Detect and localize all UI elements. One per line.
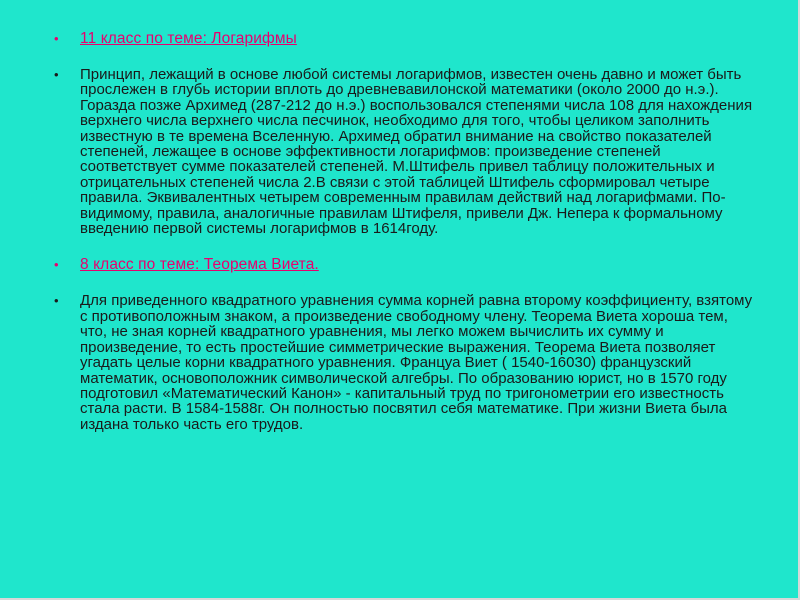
heading-text: 11 класс по теме: Логарифмы	[80, 30, 297, 47]
paragraph-logarithms	[42, 67, 757, 236]
paragraph-text: Принцип, лежащий в основе любой системы логарифмов, известен очень давно и может быть прослежен в глубь истории вплоть до древневавилонской математики (около 2000 до н.э.). Горазда позже Архимед (287-212 до н.э.) воспользовался степенями числа 108 для нахождения верхнего числа верхнего числа песчинок, необходимо для того, чтобы целиком заполнить известную в те времена Вселенную. Архимед обратил внимание на свойство показателей степеней, лежащее в основе эффективности логарифмов: произведение степеней соответствует сумме показателей степеней. М.Штифель привел таблицу положительных и отрицательных степеней числа 2.В связи с этой таблицей Штифель сформировал четыре правила. Эквивалентных четырем современным правилам действий над логарифмами. По- видимому, правила, аналогичные правилам Штифеля, привели Дж. Непера к формальному введению первой системы логарифмов в 1614году.	[80, 66, 753, 238]
paragraph-text: Для приведенного квадратного уравнения сумма корней равна второму коэффициенту, взятому с противоположным знаком, а произведение свободному члену. Теорема Виета хороша тем, что, не зная корней квадратного уравнения, мы легко можем вычислить их сумму и произведение, то есть простейшие симметрические выражения. Теорема Виета позволяет угадать целые корни квадратного уравнения. Француа Виет ( 1540-16030) французский математик, основоположник символической алгебры. По образованию юрист, но в 1570 году подготовил «Математический Канон» - капитальный труд по тригонометрии его известность стала расти. В 1584-1588г. Он полностью посвятил себя математике. При жизни Виета была издана только часть его трудов.	[80, 292, 753, 433]
section-heading-vieta	[42, 256, 757, 273]
bullet-icon: •	[54, 67, 59, 82]
heading-text: 8 класс по теме: Теорема Виета.	[80, 256, 319, 274]
section-heading-logarithms	[42, 30, 757, 47]
bullet-icon: •	[54, 293, 59, 309]
bullet-icon: •	[54, 257, 59, 273]
paragraph-vieta	[42, 293, 757, 432]
bullet-list	[42, 30, 757, 432]
bullet-icon: •	[54, 31, 59, 46]
